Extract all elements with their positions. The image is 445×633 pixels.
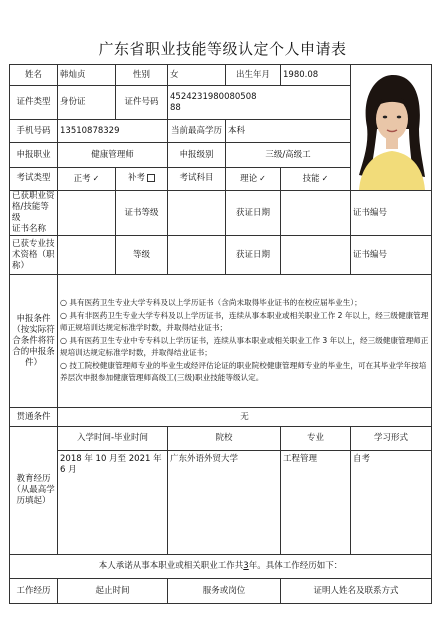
idno-label: 证件号码 <box>116 86 168 120</box>
opt-theory[interactable] <box>226 167 281 190</box>
edu-mode-value[interactable]: 自考 <box>351 451 432 555</box>
cert-date-value[interactable] <box>281 191 351 236</box>
condition-item-2[interactable] <box>60 310 429 334</box>
cert-name-label-2: 格/技能等级 <box>12 202 49 223</box>
work-header-time: 起止时间 <box>58 579 168 604</box>
job-label: 申报职业 <box>10 143 58 167</box>
edu-major-value[interactable]: 工程管理 <box>281 451 351 555</box>
conditions-label-4: 合的申报条 <box>12 346 55 357</box>
cert-name-label-3: 证书名称 <box>12 224 47 234</box>
opt-skill[interactable] <box>281 167 351 190</box>
level-value[interactable]: 三级/高级工 <box>226 143 351 167</box>
pass-label: 贯通条件 <box>10 408 58 427</box>
pass-value[interactable]: 无 <box>58 408 432 427</box>
opt-makeup-label: 补考 <box>127 173 145 184</box>
condition-text-4: 技工院校健康管理师专业的毕业生或经评估论证的职业院校健康管理师专业的毕业生，可在其毕业学年按培养层次申报参加健康管理师高级工(三级)职业技能等级认定。 <box>60 361 427 382</box>
condition-text-3: 具有医药卫生专业中专专科以上学历证书，连续从事本职业或相关职业工作 3 年以上，经三级健康管理师正规培训达规定标准学时数，并取得结业证书； <box>60 336 429 357</box>
opt-normal-label: 正考 <box>73 173 91 184</box>
title-date-value[interactable] <box>281 236 351 275</box>
promise-text-post: 年。具体工作经历如下： <box>248 561 343 571</box>
checkbox-empty-icon <box>147 174 155 182</box>
cert-no-cell[interactable] <box>351 191 432 236</box>
title-level-label: 等级 <box>116 236 168 275</box>
education-label-1: 教育经历 <box>16 474 51 484</box>
conditions-list <box>58 275 432 408</box>
opt-theory-label: 理论 <box>240 173 258 184</box>
cert-no-label: 证书编号 <box>353 207 388 218</box>
gender-label: 性别 <box>116 65 168 86</box>
title-qual-label <box>10 236 58 275</box>
radio-empty-icon: ○ <box>60 298 67 307</box>
idno-line-1: 4524231980080508 <box>170 91 257 102</box>
level-label: 申报级别 <box>168 143 226 167</box>
title-qual-value[interactable] <box>58 236 116 275</box>
radio-empty-icon: ○ <box>60 361 67 370</box>
title-date-label: 获证日期 <box>226 236 281 275</box>
work-label: 工作经历 <box>10 579 58 604</box>
cert-name-label <box>10 191 58 236</box>
title-no-cell[interactable] <box>351 236 432 275</box>
application-form <box>9 64 432 604</box>
phone-value[interactable]: 13510878329 <box>58 120 168 143</box>
cert-level-value[interactable] <box>168 191 226 236</box>
radio-empty-icon: ○ <box>60 311 67 320</box>
promise-years[interactable]: 3 <box>243 561 249 571</box>
checkmark-icon: ✓ <box>92 173 100 183</box>
edu-time-value[interactable]: 2018 年 10 月至 2021 年 6 月 <box>58 451 168 555</box>
conditions-label-3: 合条件将符 <box>12 335 55 346</box>
job-value[interactable]: 健康管理师 <box>58 143 168 167</box>
condition-item-4[interactable] <box>60 360 429 384</box>
name-label: 姓名 <box>10 65 58 86</box>
edu-header-time: 入学时间-毕业时间 <box>58 427 168 451</box>
work-header-unit: 服务或岗位 <box>168 579 281 604</box>
cert-level-label: 证书等级 <box>116 191 168 236</box>
conditions-label-1: 申报条件 <box>16 313 51 324</box>
education-label <box>10 427 58 555</box>
idno-line-2: 88 <box>170 102 181 113</box>
work-header-ref: 证明人姓名及联系方式 <box>281 579 432 604</box>
opt-makeup[interactable] <box>116 167 168 190</box>
conditions-label-2: （按实际符 <box>12 324 55 335</box>
work-promise <box>10 555 432 579</box>
gender-value[interactable]: 女 <box>168 65 226 86</box>
phone-label: 手机号码 <box>10 120 58 143</box>
checkmark-icon: ✓ <box>321 173 329 183</box>
exam-type-label: 考试类型 <box>10 167 58 190</box>
idtype-label: 证件类型 <box>10 86 58 120</box>
checkmark-icon: ✓ <box>259 173 266 183</box>
condition-text-1: 具有医药卫生专业大学专科及以上学历证书（含尚未取得毕业证书的在校应届毕业生）； <box>69 298 362 307</box>
title-level-value[interactable] <box>168 236 226 275</box>
edu-header-major: 专业 <box>281 427 351 451</box>
title-no-label: 证书编号 <box>353 249 388 260</box>
cert-name-value[interactable] <box>58 191 116 236</box>
edu-value[interactable]: 本科 <box>226 120 351 143</box>
opt-skill-label: 技能 <box>302 173 320 184</box>
form-title: 广东省职业技能等级认定个人申请表 <box>98 40 347 58</box>
opt-normal[interactable] <box>58 167 116 190</box>
exam-subject-label: 考试科目 <box>168 167 226 190</box>
edu-school-value[interactable]: 广东外语外贸大学 <box>168 451 281 555</box>
edu-header-school: 院校 <box>168 427 281 451</box>
condition-item-1[interactable] <box>60 297 429 309</box>
birth-label: 出生年月 <box>226 65 281 86</box>
idtype-value[interactable]: 身份证 <box>58 86 116 120</box>
title-qual-label-3: 称） <box>12 260 30 271</box>
title-qual-label-1: 已获专业技 <box>12 238 55 249</box>
radio-empty-icon: ○ <box>60 336 67 345</box>
condition-text-2: 具有非医药卫生专业大学专科及以上学历证书，连续从事本职业或相关职业工作 2 年以上，经三级健康管理师正规培训达规定标准学时数，并取得结业证书； <box>60 311 429 332</box>
education-label-3: 历填起） <box>16 496 51 506</box>
photo-cell <box>351 65 432 191</box>
birth-value[interactable]: 1980.08 <box>281 65 351 86</box>
applicant-photo <box>353 67 429 190</box>
conditions-label <box>10 275 58 408</box>
conditions-label-5: 件） <box>24 357 42 368</box>
education-label-2: （从最高学 <box>12 485 55 495</box>
edu-label: 当前最高学历 <box>168 120 226 143</box>
title-qual-label-2: 术资格（职 <box>12 249 55 260</box>
edu-header-mode: 学习形式 <box>351 427 432 451</box>
cert-date-label: 获证日期 <box>226 191 281 236</box>
condition-item-3[interactable] <box>60 335 429 359</box>
promise-text-pre: 本人承诺从事本职业或相关职业工作共 <box>98 561 244 571</box>
idno-value[interactable] <box>168 86 351 120</box>
cert-name-label-1: 已获职业资 <box>12 191 55 201</box>
name-value[interactable]: 韩灿贞 <box>58 65 116 86</box>
